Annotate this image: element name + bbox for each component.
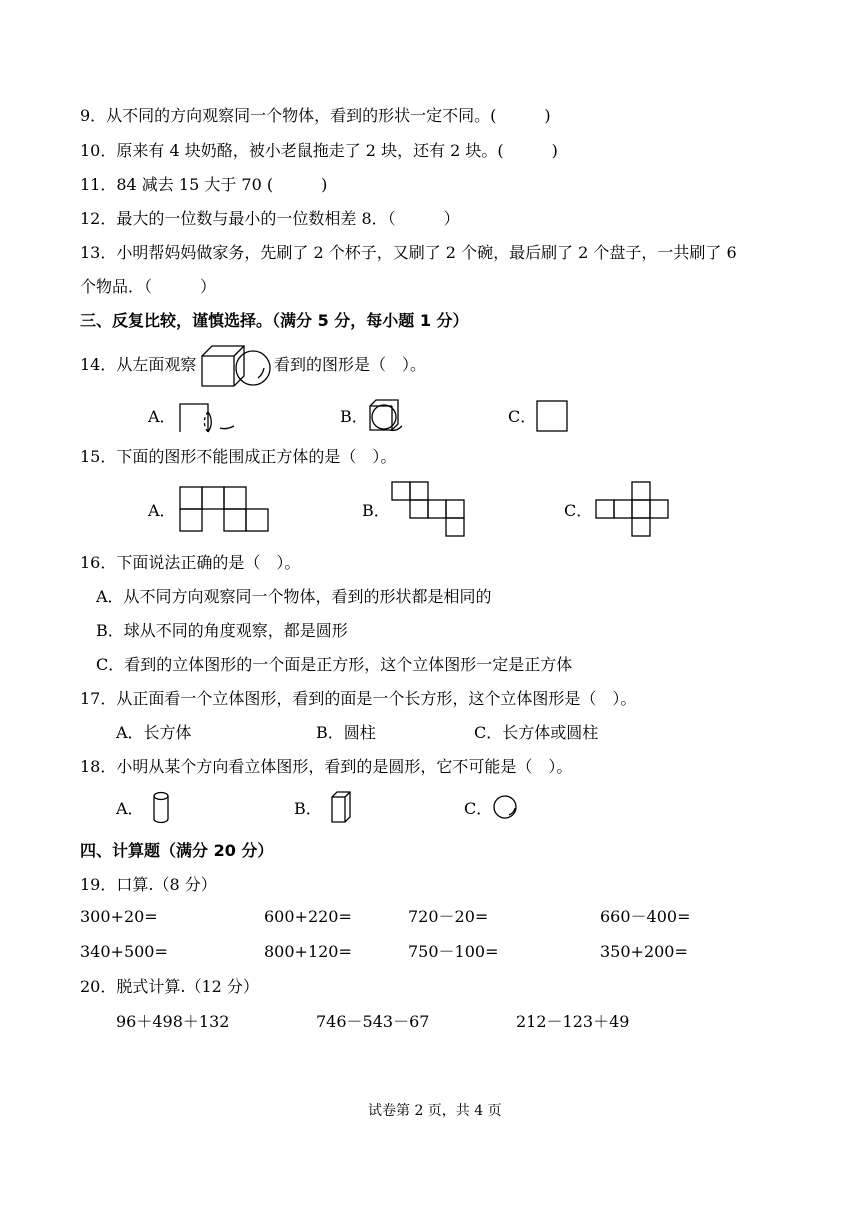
q14-option-a-label: A． (148, 407, 176, 426)
q15-option-c-label: C． (564, 501, 593, 520)
q16-option-c: C．看到的立体图形的一个面是正方形，这个立体图形一定是正方体 (96, 655, 573, 674)
q19-item: 800+120= (264, 942, 352, 961)
q19-item: 350+200= (600, 942, 688, 961)
question-19: 19．口算.（8 分） (80, 875, 217, 894)
q15-option-b-label: B． (362, 501, 390, 520)
cylinder-icon (150, 790, 174, 826)
q16-option-a: A．从不同方向观察同一个物体，看到的形状都是相同的 (96, 587, 492, 606)
question-10: 10．原来有 4 块奶酪，被小老鼠拖走了 2 块，还有 2 块。( ) (80, 141, 558, 160)
q19-item: 720－20= (408, 907, 489, 926)
q14-option-c-label: C． (508, 407, 537, 426)
q19-item: 750－100= (408, 942, 499, 961)
q20-item: 746－543－67 (316, 1012, 430, 1031)
q20-item: 212－123＋49 (516, 1012, 630, 1031)
question-16: 16．下面说法正确的是（ ）。 (80, 553, 301, 572)
question-12: 12．最大的一位数与最小的一位数相差 8．（ ） (80, 209, 460, 228)
q18-option-b-label: B． (294, 799, 322, 818)
q18-option-c-label: C． (464, 799, 493, 818)
question-20: 20．脱式计算.（12 分） (80, 977, 259, 996)
q15-option-a-label: A． (148, 501, 176, 520)
sphere-icon (492, 794, 522, 824)
q15-option-a-net (178, 485, 274, 535)
q14-option-c-figure (536, 400, 570, 434)
page-footer: 试卷第 2 页，共 4 页 (368, 1103, 502, 1119)
question-18: 18．小明从某个方向看立体图形，看到的是圆形，它不可能是（ ）。 (80, 757, 573, 776)
q17-option-b: B．圆柱 (316, 723, 376, 742)
q14-option-b-label: B． (340, 407, 368, 426)
q14-option-a-figure (178, 400, 238, 434)
q14-option-b-figure (368, 398, 408, 434)
question-9: 9．从不同的方向观察同一个物体，看到的形状一定不同。( ) (80, 106, 551, 125)
q20-item: 96＋498＋132 (116, 1012, 230, 1031)
question-11: 11．84 减去 15 大于 70 ( ) (80, 175, 328, 194)
q19-item: 300+20= (80, 907, 158, 926)
cuboid-icon (330, 790, 356, 826)
question-13-line2: 个物品．（ ） (80, 277, 217, 296)
question-17: 17．从正面看一个立体图形，看到的面是一个长方形，这个立体图形是（ ）。 (80, 689, 637, 708)
cube-sphere-figure (200, 344, 274, 388)
q19-item: 660－400= (600, 907, 691, 926)
question-14-suffix: 看到的图形是（ ）。 (274, 355, 427, 374)
section-3-title: 三、反复比较，谨慎选择。（满分 5 分，每小题 1 分） (80, 311, 469, 330)
question-14-prefix: 14．从左面观察 (80, 355, 197, 374)
q17-option-c: C．长方体或圆柱 (474, 723, 599, 742)
q17-option-a: A．长方体 (116, 723, 192, 742)
q18-option-a-label: A． (116, 799, 144, 818)
q15-option-c-net (594, 480, 678, 540)
section-4-title: 四、计算题（满分 20 分） (80, 841, 274, 860)
q16-option-b: B．球从不同的角度观察，都是圆形 (96, 621, 348, 640)
q15-option-b-net (390, 480, 470, 538)
question-13-line1: 13．小明帮妈妈做家务，先刷了 2 个杯子，又刷了 2 个碗，最后刷了 2 个盘子，一共刷了 6 (80, 243, 737, 262)
q19-item: 600+220= (264, 907, 352, 926)
q19-item: 340+500= (80, 942, 168, 961)
question-15: 15．下面的图形不能围成正方体的是（ ）。 (80, 447, 397, 466)
